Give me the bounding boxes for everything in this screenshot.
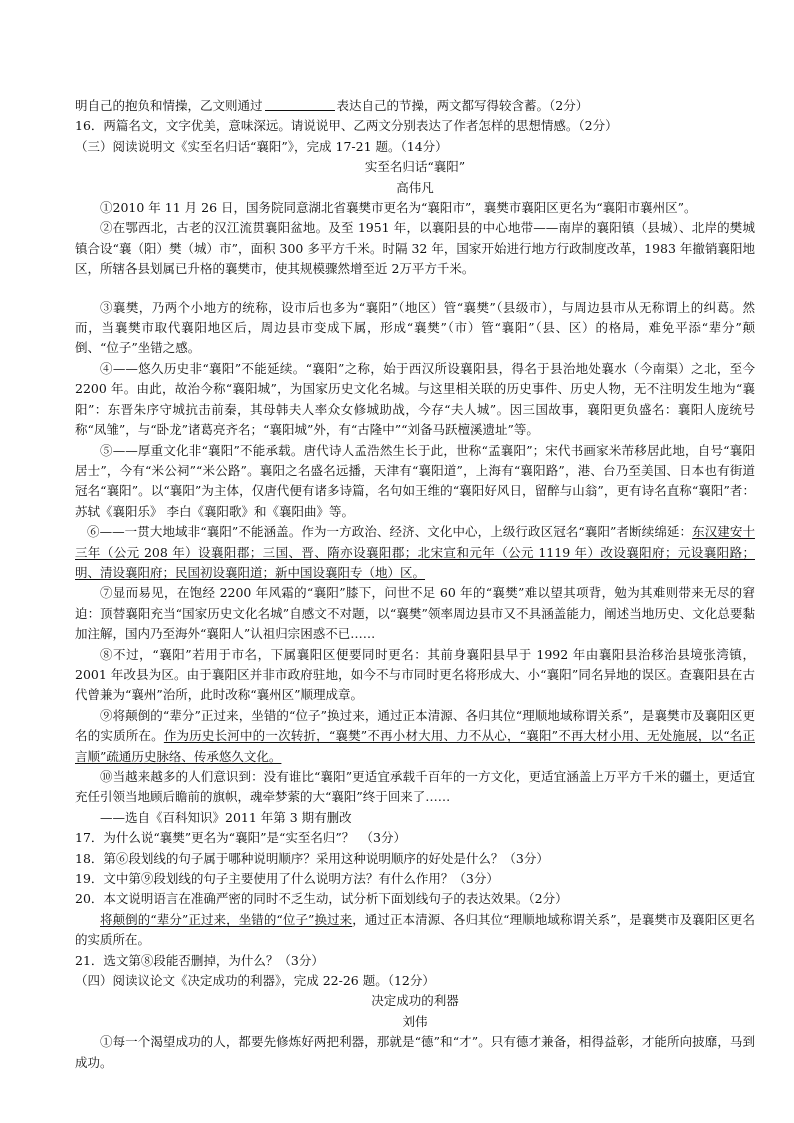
section-4-heading: （四）阅读议论文《决定成功的利器》，完成 22-26 题。（12分） bbox=[75, 973, 435, 989]
question-20-quote-rest: ，通过正本清源、各归其位“理顺地域称谓关系”，是襄樊市及襄阳区更名的实质所在。 bbox=[75, 911, 755, 948]
article-1-title: 实至名归话“襄阳” bbox=[364, 159, 466, 175]
question-17: 17．为什么说“襄樊”更名为“襄阳”是“实至名归”？ （3分） bbox=[75, 830, 406, 846]
question-20-quote bbox=[75, 910, 755, 951]
para-6-underlined-sentence: 东汉建安十三年（公元 208 年）设襄阳郡；三国、晋、隋亦设襄阳郡；北宋宣和元年（公元 1119 年）改设襄阳府；元设襄阳路；明、清设襄阳府；民国初设襄阳道；新中国设襄阳专（地）区。 bbox=[75, 524, 755, 580]
question-21: 21．选文第⑧段能否删掉，为什么？（3分） bbox=[75, 952, 324, 968]
question-16: 16．两篇名文，文字优美，意味深远。请说说甲、乙两文分别表达了作者怎样的思想情感。（2分） bbox=[75, 118, 618, 134]
question-20-underlined-quote: 将颠倒的“辈分”正过来，坐错的“位子”换过来 bbox=[100, 911, 353, 927]
article-1-para-7: ⑦显而易见，在饱经 2200 年风霜的“襄阳”膝下，问世不足 60 年的“襄樊”难以望其项背，勉为其难则带来无尽的窘迫：顶替襄阳充当“国家历史文化名城”自感文不对题，以“襄樊”领率周边县市又不具涵盖能力，阐述当地历史、文化总要黏加注解，国内乃至海外“襄阳人”认祖归宗困惑不已…… bbox=[75, 585, 755, 642]
article-1-para-4: ④——悠久历史非“襄阳”不能延续。“襄阳”之称，始于西汉所设襄阳县，得名于县治地处襄水（今南渠）之北，至今 2200 年。由此，故治今称“襄阳城”，为国家历史文化名城。与这里相关联的历史事件、历史人物，无不注明发生地为“襄阳”：东晋朱序守城抗击前秦，其母韩夫人率众女修城助战，今存“夫人城”。因三国故事，襄阳更负盛名：襄阳人庞统号称“凤雏”，与“卧龙”诸葛亮齐名；“襄阳城”外，有“古隆中”“刘备马跃檀溪遗址”等。 bbox=[75, 360, 755, 438]
article-1-para-9 bbox=[75, 706, 755, 767]
article-1-para-5: ⑤——厚重文化非“襄阳”不能承载。唐代诗人孟浩然生长于此，世称“孟襄阳”；宋代书画家米芾移居此地，自号“襄阳居士”，今有“米公祠”“米公路”。襄阳之名盛名远播，天津有“襄阳道”，上海有“襄阳路”，港、台乃至美国、日本也有街道冠名“襄阳”。以“襄阳”为主体，仅唐代便有诸多诗篇，名句如王维的“襄阳好风日，留醉与山翁”，更有诗名直称“襄阳”者：苏轼《襄阳乐》 李白《襄阳歌》和《襄阳曲》等。 bbox=[75, 442, 755, 519]
article-2-author: 刘伟 bbox=[402, 1013, 428, 1029]
article-1-para-10: ⑩当越来越多的人们意识到：没有谁比“襄阳”更适宜承载千百年的一方文化，更适宜涵盖上万平方千米的疆土，更适宜充任引领当地顾后瞻前的旗帜，魂牵梦萦的大“襄阳”终于回来了…… bbox=[75, 769, 755, 805]
question-20: 20．本文说明语言在准确严密的同时不乏生动，试分析下面划线句子的表达效果。（2分） bbox=[75, 891, 568, 907]
para-6-text: ⑥——一贯大地域非“襄阳”不能涵盖。作为一方政治、经济、文化中心，上级行政区冠名“襄阳”者断续绵延： bbox=[87, 524, 693, 540]
article-1-author: 高伟凡 bbox=[396, 179, 434, 195]
article-1-para-8: ⑧不过，“襄阳”若用于市名，下属襄阳区便要同时更名：其前身襄阳县早于 1992 年由襄阳县治移治县境张湾镇，2001 年改县为区。由于襄阳区并非市政府驻地，如今不与市同时更名将形成大、小“襄阳”同名异地的误区。查襄阳县在古代曾兼为“襄州”治所，此时改称“襄州区”顺理成章。 bbox=[75, 646, 755, 703]
article-2-title: 决定成功的利器 bbox=[371, 993, 459, 1009]
para-9-underlined-sentence: 作为历史长河中的一次转折，“襄樊”不再小材大用、力不从心，“襄阳”不再大材小用、无处施展，以“名正言顺”疏通历史脉络、传承悠久文化。 bbox=[75, 728, 755, 764]
section-3-heading: （三）阅读说明文《实至名归话“襄阳”》，完成 17-21 题。（14分） bbox=[75, 138, 448, 154]
article-1-para-2: ②在鄂西北，古老的汉江流贯襄阳盆地。及至 1951 年，以襄阳县的中心地带——南岸的襄阳镇（县城）、北岸的樊城镇合设“襄（阳）樊（城）市”，面积 300 多平方千米。时隔 32 年，国家开始进行地方行政制度改革，1983 年撤销襄阳地区，所辖各县划属已升格的襄樊市，使其规模骤然增至近 2万平方千米。 bbox=[75, 220, 755, 277]
article-1-para-6 bbox=[75, 522, 755, 583]
answer-line-end: 表达自己的节操，两文都写得较含蓄。（2分） bbox=[336, 98, 589, 113]
para-9-text: ⑨将颠倒的“辈分”正过来，坐错的“位子”换过来，通过正本清源、各归其位“理顺地域称谓关系”，是襄樊市及襄阳区更名的实质所在。 bbox=[75, 707, 755, 744]
article-1-para-3: ③襄樊，乃两个小地方的统称，设市后也多为“襄阳”（地区）管“襄樊”（县级市），与周边县市从无称谓上的纠葛。然而，当襄樊市取代襄阳地区后，周边县市变成下属，形成“襄樊”（市）管“襄阳”（县、区）的格局，难免平添“辈分”颠倒、“位子”坐错之感。 bbox=[75, 299, 755, 356]
question-18: 18．第⑥段划线的句子属于哪种说明顺序？采用这种说明顺序的好处是什么？（3分） bbox=[75, 850, 549, 866]
answer-line bbox=[75, 96, 755, 116]
answer-blank[interactable] bbox=[265, 96, 335, 111]
answer-line-start: 明自己的抱负和情操，乙文则通过 bbox=[75, 98, 263, 113]
document-page bbox=[75, 96, 755, 1073]
question-19: 19．文中第⑨段划线的句子主要使用了什么说明方法？有什么作用？（3分） bbox=[75, 871, 499, 887]
article-2-para-1: ①每一个渴望成功的人，都要先修炼好两把利器，那就是“德”和“才”。只有德才兼备，相得益彰，才能所向披靡，马到成功。 bbox=[75, 1034, 755, 1070]
article-1-para-1: ①2010 年 11 月 26 日，国务院同意湖北省襄樊市更名为“襄阳市”，襄樊市襄阳区更名为“襄阳市襄州区”。 bbox=[100, 200, 697, 216]
article-1-source: ——选自《百科知识》2011 年第 3 期有删改 bbox=[100, 809, 352, 825]
paragraph-gap bbox=[75, 280, 755, 298]
